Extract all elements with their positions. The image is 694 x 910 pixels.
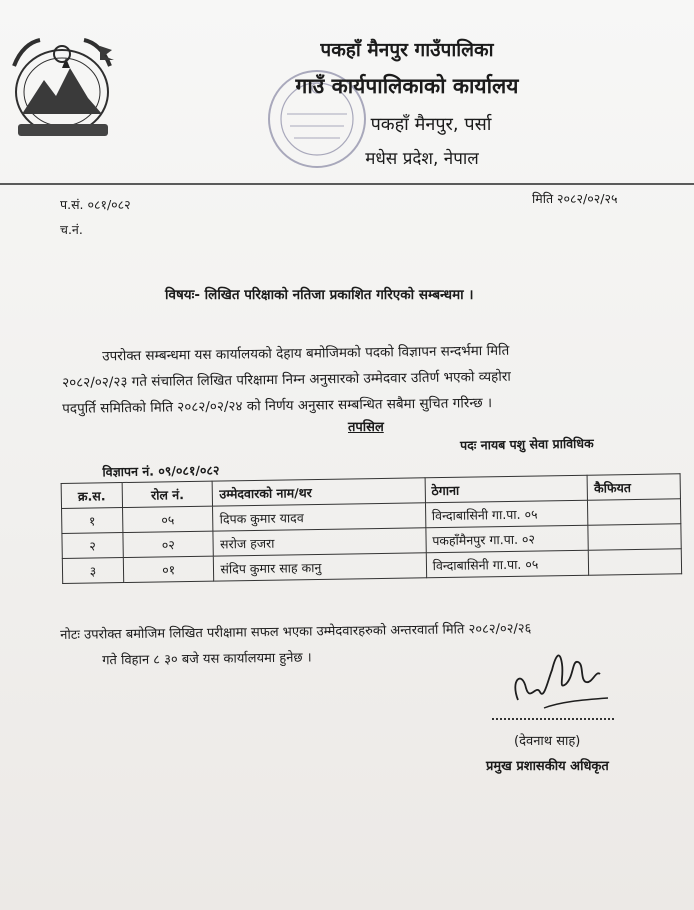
header-divider: [0, 183, 694, 185]
letter-date: मिति २०८२/०२/२५: [532, 191, 618, 206]
cell-serial: २: [62, 533, 123, 559]
province-country: मधेस प्रदेश, नेपाल: [365, 149, 479, 169]
note-line-1: नोटः उपरोक्त बमोजिम लिखित परीक्षामा सफल भएका उम्मेदवारहरुको अन्तरवार्ता मिति २०८२/०२/२६: [60, 621, 532, 643]
signatory-name: (देवनाथ साह): [514, 734, 581, 749]
body-line-3: पदपुर्ति समितिको मिति २०८२/०२/२४ को निर्णय अनुसार सम्बन्धित सबैमा सुचित गरिन्छ ।: [62, 394, 493, 417]
letter-subject: विषयः- लिखित परिक्षाको नतिजा प्रकाशित गरिएको सम्बन्धमा ।: [165, 287, 474, 303]
office-name: गाउँ कार्यपालिकाको कार्यालय: [295, 74, 519, 98]
header-serial: क्र.स.: [61, 483, 122, 509]
cell-remarks: [588, 524, 681, 550]
chalani-number: च.नं.: [60, 222, 83, 237]
advertisement-number: विज्ञापन नं. ०९/०८१/०८२: [102, 462, 220, 480]
cell-remarks: [588, 499, 681, 525]
municipality-name: पकहाँ मैनपुर गाउँपालिका: [320, 39, 494, 61]
body-line-1: उपरोक्त सम्बन्धमा यस कार्यालयको देहाय बमोजिमको पदको विज्ञापन सन्दर्भमा मिति: [102, 342, 510, 365]
note-line-2: गते विहान ८ ३० बजे यस कार्यालयमा हुनेछ ।: [102, 650, 312, 669]
tapasil-heading: तपसिल: [348, 420, 384, 435]
cell-address: विन्दाबासिनी गा.पा. ०५: [426, 550, 589, 578]
cell-address: विन्दाबासिनी गा.पा. ०५: [425, 500, 588, 528]
signature-icon: [500, 640, 620, 720]
cell-name: सरोज हजरा: [213, 528, 426, 556]
cell-name: दिपक कुमार यादव: [213, 503, 426, 531]
post-title: पदः नायब पशु सेवा प्राविधिक: [459, 435, 594, 453]
patra-sankhya: प.सं. ०८१/०८२: [60, 197, 131, 212]
header-address: ठेगाना: [425, 475, 588, 503]
cell-serial: १: [62, 508, 123, 534]
cell-serial: ३: [62, 558, 123, 584]
header-name: उम्मेदवारको नाम/थर: [213, 478, 426, 506]
signatory-title: प्रमुख प्रशासकीय अधिकृत: [486, 759, 609, 774]
cell-roll: ०१: [123, 556, 214, 582]
body-line-2: २०८२/०२/२३ गते संचालित लिखित परिक्षामा निम्न अनुसारको उम्मेदवार उतिर्ण भएको व्यहोरा: [62, 368, 511, 391]
header-remarks: कैफियत: [587, 474, 680, 500]
header-roll: रोल नं.: [122, 481, 213, 507]
cell-roll: ०५: [122, 506, 213, 532]
cell-name: संदिप कुमार साह कानु: [214, 553, 427, 581]
cell-remarks: [589, 549, 682, 575]
results-table: [61, 473, 683, 584]
signature-line: [492, 718, 614, 720]
cell-roll: ०२: [123, 531, 214, 557]
cell-address: पकहाँमैनपुर गा.पा. ०२: [426, 525, 589, 553]
office-address: पकहाँ मैनपुर, पर्सा: [370, 114, 492, 135]
